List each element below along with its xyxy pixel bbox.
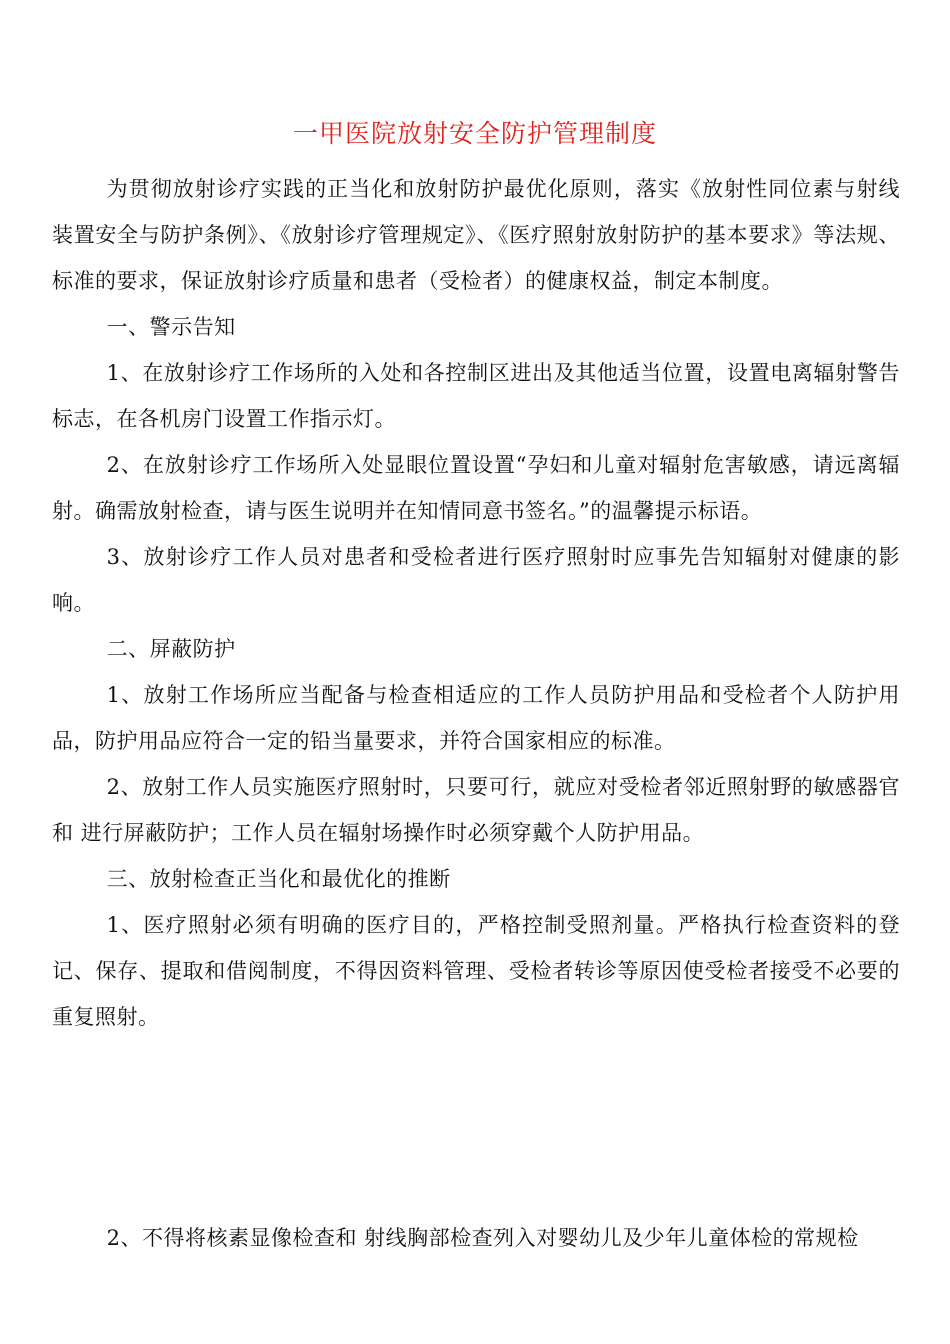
- intro-paragraph: 为贯彻放射诊疗实践的正当化和放射防护最优化原则，落实《放射性同位素与射线装置安全与防护条例》、《放射诊疗管理规定》、《医疗照射放射防护的基本要求》等法规、标准的要求，保证放射诊疗质量和患者（受检者）的健康权益，制定本制度。: [52, 177, 900, 293]
- section-heading-warning: 一、警示告知: [106, 315, 236, 339]
- document-continuation: [52, 1215, 900, 1261]
- paragraph-shielding-1: 1、放射工作场所应当配备与检查相适应的工作人员防护用品和受检者个人防护用品，防护用品应符合一定的铅当量要求，并符合国家相应的标准。: [52, 683, 900, 753]
- paragraph-warning-2: 2、在放射诊疗工作场所入处显眼位置设置“孕妇和儿童对辐射危害敏感，请远离辐射。确需放射检查，请与医生说明并在知情同意书签名。”的温馨提示标语。: [52, 453, 900, 523]
- document-body: [52, 166, 900, 1040]
- section-heading-shielding: 二、屏蔽防护: [106, 637, 236, 661]
- document-title: 一甲医院放射安全防护管理制度: [292, 119, 657, 148]
- paragraph-shielding-2: 2、放射工作人员实施医疗照射时，只要可行，就应对受检者邻近照射野的敏感器官和 进行屏蔽防护；工作人员在辐射场操作时必须穿戴个人防护用品。: [52, 775, 900, 845]
- paragraph-warning-1: 1、在放射诊疗工作场所的入处和各控制区进出及其他适当位置，设置电离辐射警告标志，在各机房门设置工作指示灯。: [52, 361, 900, 431]
- paragraph-justification-2: 2、不得将核素显像检查和 射线胸部检查列入对婴幼儿及少年儿童体检的常规检: [106, 1226, 859, 1250]
- paragraph-warning-3: 3、放射诊疗工作人员对患者和受检者进行医疗照射时应事先告知辐射对健康的影响。: [52, 545, 900, 615]
- section-heading-justification: 三、放射检查正当化和最优化的推断: [106, 867, 451, 891]
- paragraph-justification-1: 1、医疗照射必须有明确的医疗目的，严格控制受照剂量。严格执行检查资料的登记、保存、提取和借阅制度，不得因资料管理、受检者转诊等原因使受检者接受不必要的重复照射。: [52, 913, 900, 1029]
